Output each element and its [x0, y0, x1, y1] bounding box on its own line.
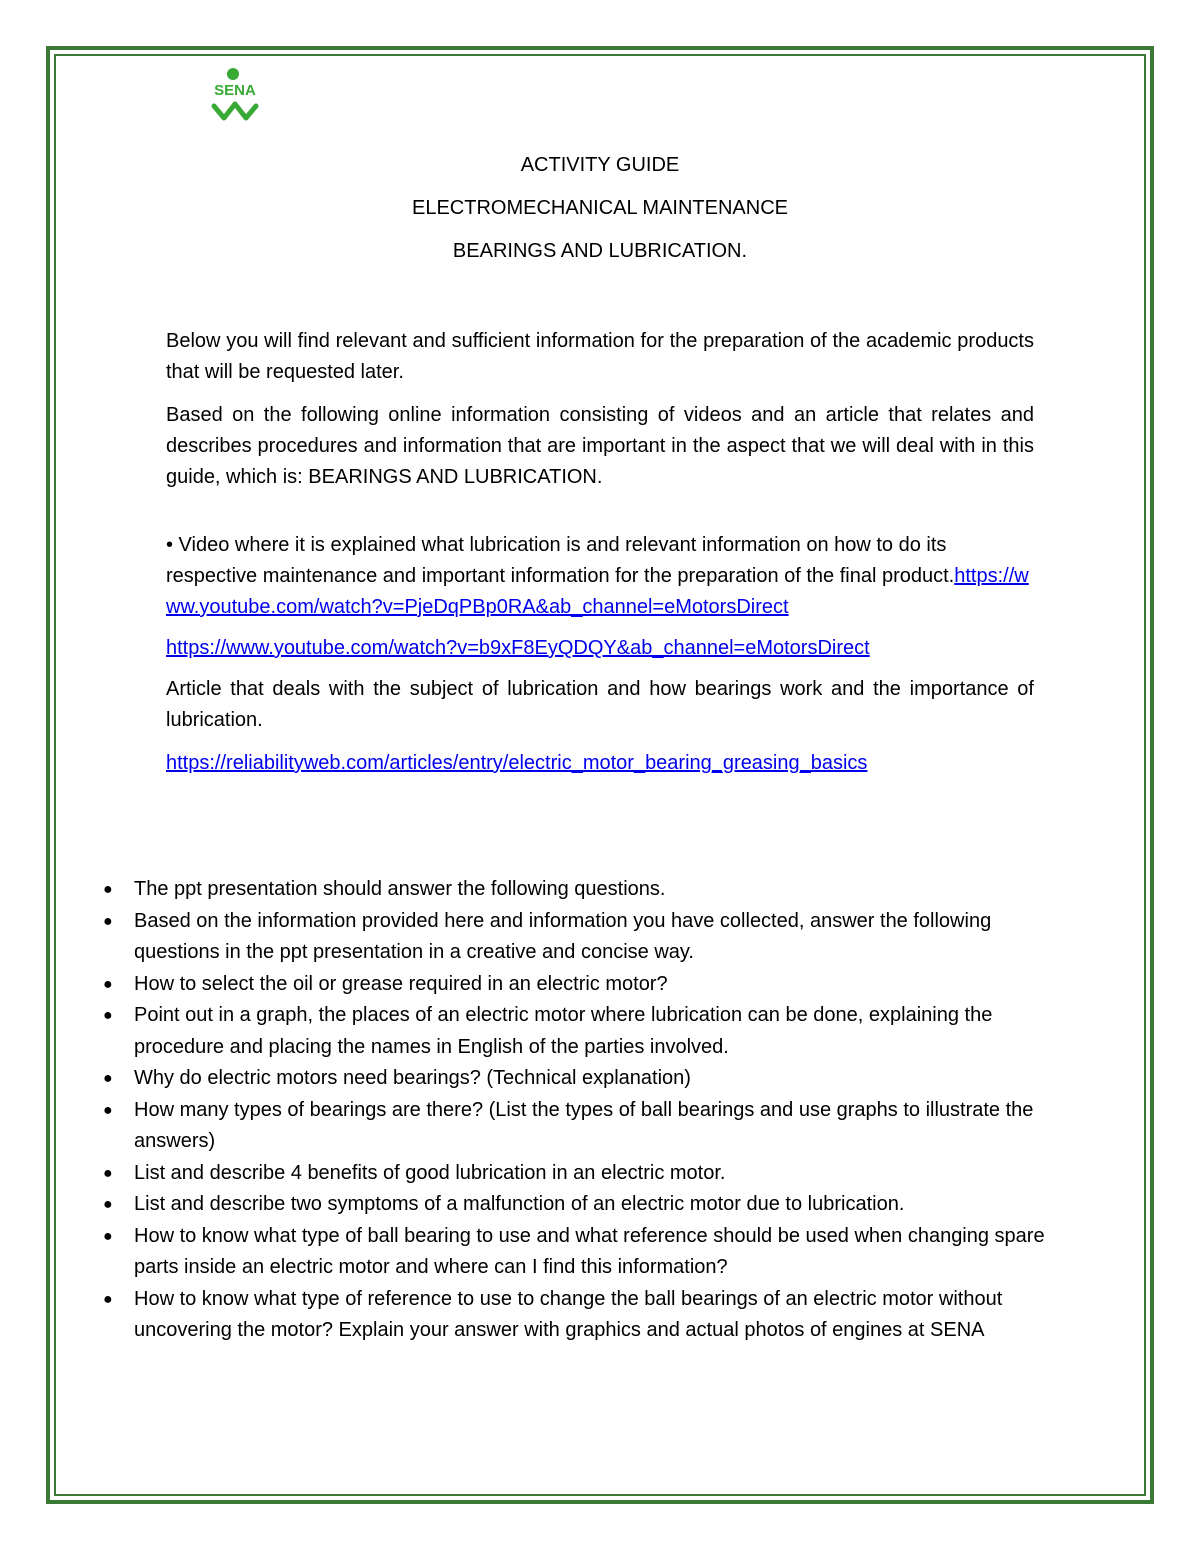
list-item: [100, 874, 1060, 906]
bullet-icon: ●: [103, 975, 113, 993]
video-paragraph: [166, 530, 1034, 623]
title-topic: BEARINGS AND LUBRICATION.: [452, 240, 748, 262]
video-link-2-paragraph: [166, 633, 1034, 664]
sena-logo: [204, 66, 266, 126]
list-item-text: How to know what type of ball bearing to use and what reference should be used when changing spare parts inside an electric motor and where can I find this information?: [134, 1224, 1045, 1278]
video-description: • Video where it is explained what lubrication is and relevant information on how to do its respective maintenance and important information for the preparation of the final product.: [166, 534, 955, 587]
article-link[interactable]: https://reliabilityweb.com/articles/entry/electric_motor_bearing_greasing_basics: [166, 752, 868, 774]
bullet-icon: ●: [103, 1070, 113, 1087]
list-item-text: How many types of bearings are there? (List the types of ball bearings and use graphs to illustrate the answers): [134, 1098, 1034, 1152]
list-item-text: Why do electric motors need bearings? (Technical explanation): [134, 1067, 691, 1089]
list-item-text: Point out in a graph, the places of an electric motor where lubrication can be done, explaining the procedure and placing the names in English of the parties involved.: [134, 1004, 993, 1058]
bullet-icon: ●: [103, 1196, 113, 1213]
article-paragraph: Article that deals with the subject of lubrication and how bearings work and the importance of lubrication.: [166, 678, 1034, 731]
bullet-icon: ●: [103, 1227, 113, 1245]
intro-paragraph: Below you will find relevant and sufficient information for the preparation of the academic products that will be requested later.: [166, 330, 1034, 383]
list-item: [100, 1284, 1060, 1347]
list-item: [100, 1189, 1060, 1221]
bullet-icon: ●: [103, 1164, 113, 1182]
video-link-2[interactable]: https://www.youtube.com/watch?v=b9xF8EyQDQY&ab_channel=eMotorsDirect: [166, 637, 870, 659]
list-item-text: List and describe two symptoms of a malfunction of an electric motor due to lubrication.: [134, 1193, 905, 1215]
bullet-icon: ●: [103, 881, 113, 898]
list-item-text: The ppt presentation should answer the following questions.: [134, 878, 666, 900]
main-content: [166, 326, 1034, 779]
list-item-text: How to select the oil or grease required in an electric motor?: [134, 972, 668, 995]
list-item: [100, 1158, 1060, 1190]
list-item-text: List and describe 4 benefits of good lubrication in an electric motor.: [134, 1161, 726, 1184]
sena-logo-text: SENA: [214, 82, 256, 99]
based-paragraph: Based on the following online information consisting of videos and an article that relates and describes procedures and information that are important in the aspect that we will deal with in this guide, which is: BEARINGS AND LUBRICATION.: [166, 404, 1034, 488]
title-activity-guide: ACTIVITY GUIDE: [520, 154, 680, 176]
document-titles: [0, 154, 1200, 283]
bullet-icon: ●: [103, 1101, 113, 1119]
list-item: [100, 1095, 1060, 1158]
list-item-text: How to know what type of reference to use to change the ball bearings of an electric motor without uncovering the motor? Explain your answer with graphics and actual photos of engines at SENA: [134, 1287, 1003, 1341]
title-subject: ELECTROMECHANICAL MAINTENANCE: [412, 197, 788, 219]
article-link-paragraph: [166, 748, 1034, 779]
video-link-1[interactable]: https://www.youtube.com/watch?v=PjeDqPBp0RA&ab_channel=eMotorsDirect: [166, 565, 1029, 618]
bullet-icon: ●: [103, 912, 113, 930]
bullet-icon: ●: [103, 1290, 113, 1308]
list-item: [100, 969, 1060, 1001]
list-item: [100, 1063, 1060, 1095]
list-item-text: Based on the information provided here and information you have collected, answer the following questions in the ppt presentation in a creative and concise way.: [134, 909, 992, 963]
list-item: [100, 1000, 1060, 1063]
questions-list: [100, 874, 1060, 1347]
list-item: [100, 906, 1060, 969]
list-item: [100, 1221, 1060, 1284]
bullet-icon: ●: [103, 1007, 113, 1024]
